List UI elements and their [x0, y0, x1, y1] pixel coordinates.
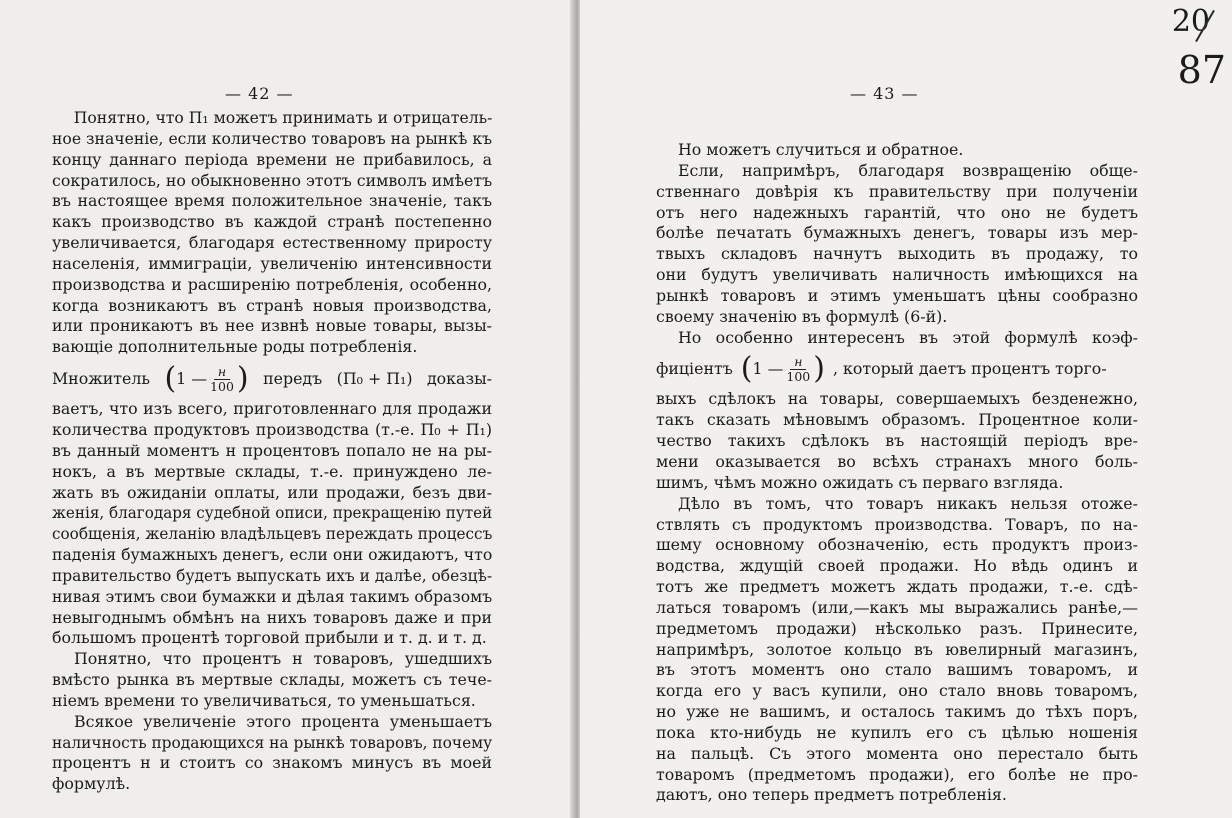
text-line: когда возникаютъ въ странѣ новыя производства,: [52, 295, 492, 315]
fraction-denominator: 100: [210, 378, 234, 394]
formula-prefix: Множитель: [52, 368, 150, 388]
text-line: сообщенія, желанію владѣльцевъ переждать процессъ: [52, 524, 493, 544]
coefficient-formula: [164, 361, 249, 397]
fraction-numerator: н: [790, 355, 806, 370]
text-line: ніемъ времени то увеличиваться, то уменьшаться.: [52, 690, 476, 710]
text-line: вающіе дополнительные роды потребленія.: [52, 337, 418, 357]
text-line: населенія, иммиграціи, увеличенію интенсивности: [52, 253, 492, 273]
text-line: нивая этимъ свои бумажки и дѣлая такимъ образомъ: [52, 586, 493, 606]
text-line: нокъ, а въ мертвые склады, т.-е. принуждено ле-: [52, 461, 492, 481]
handwritten-page-mark: [1162, 0, 1232, 100]
formula-one-minus: 1 —: [752, 359, 784, 379]
text-line: чество такихъ сдѣлокъ въ настоящій періодъ вре-: [656, 431, 1138, 451]
text-line: ное значеніе, если количество товаровъ на рынкѣ къ: [52, 128, 493, 148]
formula-line: [52, 360, 492, 398]
text-line: процентъ н и стоитъ со знакомъ минусъ въ моей: [52, 753, 492, 773]
text-line: формулѣ.: [52, 774, 131, 794]
text-line: отъ него надежныхъ гарантій, что оно не будетъ: [656, 202, 1138, 222]
fraction: [786, 355, 810, 384]
paren-open: (: [740, 351, 753, 387]
handwritten-number-bottom: 87: [1177, 48, 1226, 92]
text-line: такъ сказать мѣновымъ образомъ. Процентное коли-: [656, 410, 1138, 430]
text-line: тотъ же предметъ можетъ ждать продажи, т.-е. сдѣ-: [656, 577, 1138, 597]
text-line: даютъ, оно теперь предметъ потребленія.: [656, 785, 1007, 805]
paren-close: ): [813, 351, 825, 387]
text-line: предметомъ продажи) нѣсколько разъ. Принесите,: [656, 618, 1138, 638]
text-line: невыгоднымъ обмѣнъ на нихъ товаровъ даже и при: [52, 607, 492, 627]
text-line: пока кто-нибудь не купилъ его съ цѣлью ношенія: [656, 722, 1138, 742]
text-line: водства, ждущій своей продажи. Но вѣдь одинъ и: [656, 556, 1138, 576]
text-line: увеличивается, благодаря естественному приросту: [52, 233, 492, 253]
text-line: въ этотъ моментъ оно стало вашимъ товаромъ, и: [656, 660, 1138, 680]
text-line: или проникаютъ въ нее извнѣ новые товары, вызы-: [52, 316, 492, 336]
right-page: [580, 0, 1232, 818]
text-line: Но особенно интересенъ въ этой формулѣ коэф-: [678, 327, 1138, 347]
fraction-denominator: 100: [786, 368, 811, 384]
text-line: жать въ ожиданіи оплаты, или продажи, безъ дви-: [52, 482, 492, 502]
text-line: шему основному обозначенію, есть продуктъ произ-: [656, 535, 1138, 555]
formula-prefix: фиціентъ: [656, 359, 733, 379]
text-line: производства и расширенію потребленія, особенно,: [52, 274, 492, 294]
page-number: — 43 —: [850, 84, 919, 103]
text-line: Дѣло въ томъ, что товаръ никакъ нельзя отоже-: [678, 493, 1138, 513]
fraction-numerator: н: [214, 365, 230, 380]
text-line: напримѣръ, золотое кольцо въ ювелирный магазинъ,: [656, 639, 1138, 659]
text-line: наличность продающихся на рынкѣ товаровъ, почему: [52, 732, 493, 752]
formula-suffix: доказы-: [426, 368, 492, 388]
text-line: шимъ, чѣмъ можно ожидать съ перваго взгляда.: [656, 472, 1064, 492]
formula-one-minus: 1 —: [176, 368, 208, 388]
text-line: количества продуктовъ производства (т.-е. П₀ + П₁): [52, 419, 492, 439]
formula-suffix: , который даетъ процентъ торго-: [832, 359, 1107, 379]
fraction: [210, 365, 234, 394]
text-line: концу даннаго періода времени не прибавилось, а: [52, 149, 492, 169]
text-line: большомъ процентѣ торговой прибыли и т. д. и т. д.: [52, 628, 487, 648]
text-line: на пальцѣ. Съ этого момента оно перестало быть: [656, 743, 1138, 763]
paren-open: (: [164, 361, 177, 397]
text-line: правительство будетъ выпускать ихъ и далѣе, обезцѣ-: [52, 565, 493, 585]
text-line: паденія бумажныхъ денегъ, если они ожидаютъ, что: [52, 545, 493, 565]
text-line: мени оказывается во всѣхъ странахъ много боль-: [656, 451, 1138, 471]
page-body: [52, 108, 492, 795]
text-line: женія, благодаря судебной описи, прекращенію путей: [52, 503, 493, 523]
text-line: когда его у васъ купили, оно стало вновь товаромъ,: [656, 681, 1138, 701]
text-line: товаромъ (предметомъ продажи), его болѣе не про-: [656, 764, 1138, 784]
handwritten-number-top: 20: [1171, 4, 1210, 39]
text-line: болѣе печатать бумажныхъ денегъ, товары изъ мер-: [656, 223, 1138, 243]
formula-sum: (П₀ + П₁): [336, 368, 413, 388]
text-line: Всякое увеличеніе этого процента уменьшаетъ: [74, 711, 492, 731]
text-line: рынкѣ товаровъ и этимъ уменьшатъ цѣны сообразно: [656, 285, 1138, 305]
text-line: вмѣсто рынка въ мертвые склады, можетъ съ тече-: [52, 670, 492, 690]
text-line: но уже не вашимъ, и осталось такимъ до тѣхъ поръ,: [656, 702, 1138, 722]
text-line: Понятно, что процентъ н товаровъ, ушедшихъ: [74, 649, 492, 669]
text-line: Если, напримѣръ, благодаря возвращенію обще-: [678, 160, 1138, 180]
page-number: — 42 —: [225, 84, 294, 103]
text-line: ваетъ, что изъ всего, приготовленнаго для продажи: [52, 399, 492, 419]
text-line: въ данный моментъ н процентовъ попало не на ры-: [52, 440, 492, 460]
coefficient-formula: [740, 351, 825, 387]
text-line: латься товаромъ (или,—какъ мы выражались ранѣе,—: [656, 597, 1138, 617]
text-line: въ настоящее время положительное значеніе, такъ: [52, 191, 492, 211]
formula-middle: передъ: [263, 368, 323, 388]
text-line: сократилось, но обыкновенно этотъ символъ имѣетъ: [52, 170, 493, 190]
text-line: выхъ сдѣлокъ на товары, совершаемыхъ безденежно,: [656, 389, 1138, 409]
text-line: какъ производство въ каждой странѣ постепенно: [52, 212, 492, 232]
text-line: они будутъ увеличивать наличность имѣющихся на: [656, 265, 1138, 285]
page-body: [656, 140, 1138, 806]
text-line: ствлять съ продуктомъ производства. Товаръ, по на-: [656, 514, 1138, 534]
text-line: твыхъ складовъ начнутъ выходить въ продажу, то: [656, 244, 1138, 264]
formula-line: [656, 350, 1138, 388]
text-line: Но можетъ случиться и обратное.: [678, 140, 964, 159]
paren-close: ): [236, 361, 249, 397]
left-page: [0, 0, 578, 818]
text-line: ственнаго довѣрія къ правительству при полученіи: [656, 181, 1138, 201]
text-line: своему значенію въ формулѣ (6-й).: [656, 306, 948, 326]
text-line: Понятно, что П₁ можетъ принимать и отрицатель-: [73, 108, 493, 127]
